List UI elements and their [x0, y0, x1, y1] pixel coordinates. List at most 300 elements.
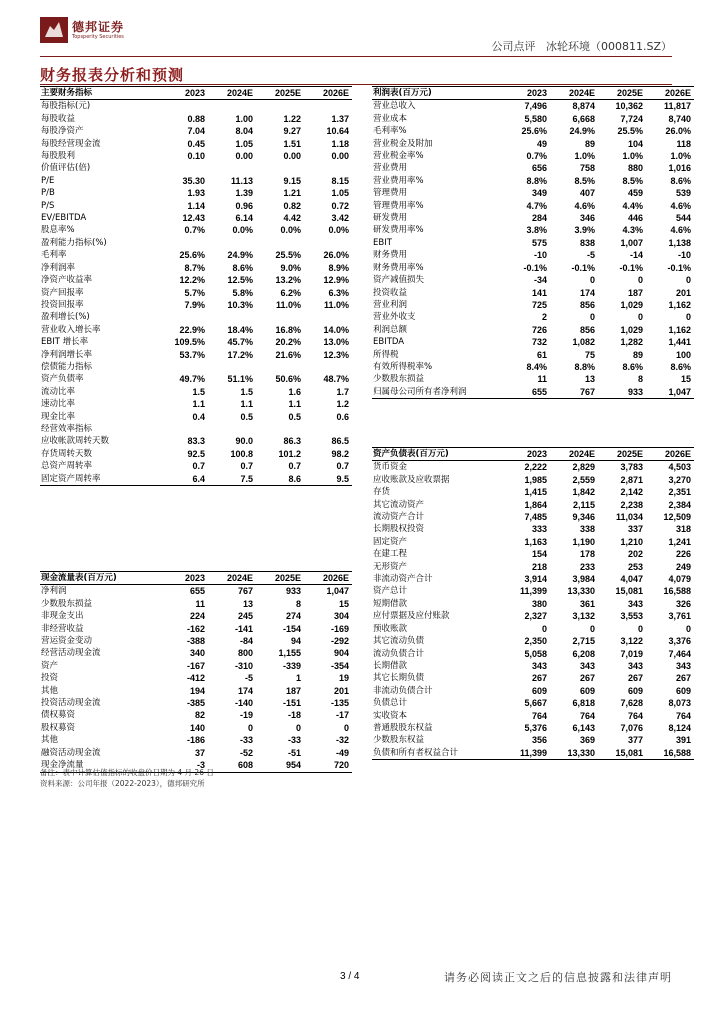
cell-value: 201 [675, 287, 691, 298]
row-label: 营业税金率% [373, 151, 424, 162]
cell-value: 1.1 [240, 399, 253, 410]
cell-value: 933 [598, 386, 646, 399]
cell-value: 1.0% [670, 151, 691, 162]
row-label: 短期借款 [373, 598, 408, 609]
cell-value: 3,132 [572, 611, 595, 622]
cell-value: 856 [579, 299, 595, 310]
cell-value: 4.6% [670, 200, 691, 211]
cell-value: 6.4 [164, 473, 208, 486]
row-label: 其它流动负债 [373, 636, 425, 647]
cell-value: 37 [194, 747, 205, 758]
table-row [372, 623, 694, 635]
year-header: 2023 [506, 87, 550, 100]
table-row [372, 224, 694, 236]
cell-value: -292 [330, 636, 349, 647]
footer-disclaimer: 请务必阅读正文之后的信息披露和法律声明 [444, 971, 672, 984]
cell-value [256, 311, 304, 323]
cell-value: 4.4% [622, 200, 643, 211]
table-row [372, 237, 694, 249]
cell-value: 333 [531, 524, 547, 535]
table-row [372, 150, 694, 162]
row-label: 长期借款 [373, 660, 408, 671]
cell-value: 202 [627, 549, 643, 560]
cell-value: 1.6 [288, 386, 301, 397]
report-type: 公司点评 [491, 40, 536, 53]
cell-value: 90.0 [235, 436, 253, 447]
cell-value: 609 [579, 685, 595, 696]
cell-value: 98.2 [331, 448, 349, 459]
cell-value: 25.6% [179, 250, 205, 261]
table-row [372, 262, 694, 274]
cell-value [304, 162, 352, 174]
cell-value: 609 [531, 685, 547, 696]
table-row [40, 249, 352, 261]
cell-value: -354 [330, 660, 349, 671]
cell-value: 4,047 [620, 574, 643, 585]
cell-value: 1,190 [572, 536, 595, 547]
table-row [40, 460, 352, 472]
cell-value: 11.0% [323, 299, 349, 310]
page-number: 3 / 4 [340, 971, 360, 982]
cell-value: 0.00 [235, 151, 253, 162]
cell-value: 609 [675, 685, 691, 696]
cell-value: 4.7% [526, 200, 547, 211]
cell-value: -49 [335, 747, 349, 758]
cell-value: 3,984 [572, 574, 595, 585]
cell-value: 3,553 [620, 611, 643, 622]
table-row [372, 336, 694, 348]
cell-value: 0 [637, 312, 643, 323]
cell-value: 9.5 [304, 473, 352, 486]
cell-value: 4.6% [670, 225, 691, 236]
cell-value: 0.7 [192, 461, 205, 472]
cell-value: 337 [627, 524, 643, 535]
year-header: 2025E [598, 87, 646, 100]
section-title: 财务报表分析和预测 [40, 66, 185, 84]
cell-value: 118 [676, 138, 691, 149]
table-row [372, 536, 694, 548]
cell-value: -151 [282, 698, 301, 709]
cell-value: 104 [627, 138, 643, 149]
table-row [40, 287, 352, 299]
cell-value: 1,162 [668, 324, 691, 335]
cell-value: 0.72 [331, 200, 349, 211]
cell-value: -51 [287, 747, 301, 758]
table-row [372, 287, 694, 299]
cell-value: 0 [589, 312, 595, 323]
cell-value: -162 [186, 623, 205, 634]
table-row [40, 162, 352, 174]
cell-value: 14.0% [323, 324, 349, 335]
cell-value: 253 [627, 561, 643, 572]
cell-value: 1.93 [187, 188, 205, 199]
table-row [372, 461, 694, 474]
cell-value: 1.1 [192, 399, 205, 410]
cell-value: 764 [675, 710, 691, 721]
cell-value: 26.0% [665, 126, 691, 137]
row-label: 非流动负债合计 [373, 685, 433, 696]
cell-value: 13 [584, 374, 595, 385]
cell-value: 86.3 [283, 436, 301, 447]
row-label: 毛利率% [373, 126, 407, 137]
cell-value: 377 [627, 735, 643, 746]
cell-value [304, 311, 352, 323]
table-row [372, 373, 694, 385]
row-label: 营业费用率% [373, 175, 424, 186]
cell-value: 13.0% [323, 337, 349, 348]
cell-value: -19 [239, 710, 253, 721]
cell-value: 12.43 [182, 213, 205, 224]
row-label: 偿债能力指标 [41, 361, 93, 372]
year-header: 2026E [646, 448, 694, 461]
cell-value: 9.27 [283, 126, 301, 137]
cell-value: 13 [242, 598, 253, 609]
cell-value: 5,376 [524, 722, 547, 733]
year-header: 2026E [304, 572, 352, 585]
cell-value: 726 [531, 324, 547, 335]
cell-value: 904 [333, 648, 349, 659]
cell-value [256, 237, 304, 249]
income-statement-table [372, 86, 694, 399]
cell-value: 75 [584, 349, 595, 360]
cell-value: 11,817 [663, 101, 691, 112]
row-label: 每股经营现金流 [41, 138, 101, 149]
brand-name-en: Topsperity Securities [72, 34, 124, 40]
cell-value: 22.9% [179, 324, 205, 335]
cell-value: -0.1% [667, 262, 691, 273]
cell-value: 0.0% [232, 225, 253, 236]
cell-value: 446 [627, 213, 643, 224]
report-header [491, 38, 672, 54]
cell-value: 11,399 [506, 747, 550, 760]
row-label: 经营效率指标 [41, 423, 93, 434]
cell-value: 4,079 [668, 574, 691, 585]
cell-value: 8,874 [572, 101, 595, 112]
cell-value [164, 237, 208, 249]
cell-value: 7.04 [187, 126, 205, 137]
table-header-row [372, 448, 694, 461]
cell-value: 20.2% [275, 337, 301, 348]
cell-value: 2,871 [620, 474, 643, 485]
cell-value: 2,222 [524, 462, 547, 473]
cell-value: 25.6% [521, 126, 547, 137]
cell-value: 1.37 [331, 113, 349, 124]
row-label: 净资产收益率 [41, 275, 93, 286]
row-label: 实收资本 [373, 710, 408, 721]
row-label: 归属母公司所有者净利润 [372, 386, 506, 399]
table-row [372, 499, 694, 511]
cell-value: 6,668 [572, 113, 595, 124]
row-label: 资产负债率 [41, 374, 84, 385]
row-label: 资产减值损失 [373, 275, 425, 286]
cell-value: 89 [632, 349, 643, 360]
row-label: 其他 [41, 685, 59, 696]
table-row [372, 474, 694, 486]
cell-value [208, 162, 256, 174]
table-row [40, 175, 352, 187]
cell-value: 4.42 [283, 213, 301, 224]
cell-value [304, 237, 352, 249]
cell-value: 880 [627, 163, 643, 174]
row-label: 每股股利 [41, 151, 76, 162]
company-logo [40, 17, 68, 43]
table-header-row [372, 87, 694, 100]
row-label: 营业费用 [373, 163, 408, 174]
cell-value: 655 [506, 386, 550, 399]
cell-value: 12,509 [663, 512, 691, 523]
row-label: 融资活动现金流 [41, 747, 101, 758]
cell-value: 7,464 [668, 648, 691, 659]
cell-value: 0.5 [288, 411, 301, 422]
table-row [40, 697, 352, 709]
cell-value: 7.5 [208, 473, 256, 486]
year-header: 2024E [550, 448, 598, 461]
cell-value: 343 [627, 598, 643, 609]
table-row [40, 448, 352, 460]
row-label: 普通股股东权益 [373, 722, 433, 733]
cell-value: 61 [536, 349, 547, 360]
cell-value: 0.00 [283, 151, 301, 162]
row-label: 营业税金及附加 [373, 138, 433, 149]
table-title: 资产负债表(百万元) [372, 448, 506, 461]
cell-value: 0.0% [280, 225, 301, 236]
cell-value [256, 162, 304, 174]
cell-value: 249 [675, 561, 691, 572]
cell-value: 267 [531, 673, 547, 684]
table-row [372, 349, 694, 361]
cell-value: -5 [244, 673, 253, 684]
cell-value: 8.15 [331, 175, 349, 186]
row-label: 净利润增长率 [41, 349, 93, 360]
cell-value: 16,588 [663, 586, 691, 597]
cell-value: 3.9% [574, 225, 595, 236]
year-header: 2025E [256, 572, 304, 585]
row-label: 总资产周转率 [41, 461, 93, 472]
cell-value: 154 [531, 549, 547, 560]
table-title: 主要财务指标 [40, 87, 164, 100]
cell-value: 45.7% [227, 337, 253, 348]
table-row [372, 747, 694, 760]
cell-value: 1.1 [288, 399, 301, 410]
cell-value: 2,384 [668, 499, 691, 510]
cell-value [164, 423, 208, 435]
cell-value: 2,115 [572, 499, 595, 510]
cell-value: 8.04 [235, 126, 253, 137]
row-label: 所得税 [373, 349, 399, 360]
cell-value: 933 [285, 586, 301, 597]
cell-value: 267 [627, 673, 643, 684]
table-row [372, 710, 694, 722]
table-row [40, 361, 352, 373]
table-row [40, 311, 352, 323]
cell-value: 1.18 [331, 138, 349, 149]
cell-value: 8.6% [670, 361, 691, 372]
cell-value: 361 [579, 598, 595, 609]
cell-value: 11 [195, 598, 205, 609]
row-label: 盈利能力指标(%) [41, 237, 107, 248]
cell-value: 233 [579, 561, 595, 572]
row-label: 长期股权投资 [373, 524, 425, 535]
cell-value [208, 100, 256, 113]
year-header: 2024E [208, 572, 256, 585]
row-label: 负债总计 [373, 698, 408, 709]
cell-value [208, 237, 256, 249]
cell-value [256, 361, 304, 373]
row-label: 经营活动现金流 [41, 648, 101, 659]
cell-value: -33 [239, 735, 253, 746]
cell-value: 0 [589, 275, 595, 286]
cell-value: -141 [234, 623, 253, 634]
row-label: 营业成本 [373, 113, 408, 124]
table-row [372, 324, 694, 336]
row-label: 投资活动现金流 [41, 698, 101, 709]
title-divider [40, 84, 672, 85]
cell-value: 8.6% [622, 361, 643, 372]
row-label: 净利润 [41, 586, 67, 597]
cell-value: 13.2% [275, 275, 301, 286]
table-row [40, 598, 352, 610]
table-row [40, 125, 352, 137]
table-row [372, 573, 694, 585]
cell-value: 1,415 [524, 487, 547, 498]
row-label: 流动比率 [41, 386, 76, 397]
row-label: 研发费用 [373, 213, 408, 224]
cell-value: 0.00 [331, 151, 349, 162]
cell-value: 141 [531, 287, 547, 298]
cell-value: 13,330 [550, 747, 598, 760]
cell-value: 764 [627, 710, 643, 721]
cell-value: 5,667 [524, 698, 547, 709]
table-row [40, 585, 352, 598]
cell-value: 187 [285, 685, 301, 696]
cell-value: 8.5% [574, 175, 595, 186]
row-label: 固定资产 [373, 536, 408, 547]
cell-value: 0 [685, 275, 691, 286]
table-row [372, 100, 694, 113]
year-header: 2026E [304, 87, 352, 100]
cell-value: 1,029 [620, 324, 643, 335]
cell-value: -140 [234, 698, 253, 709]
row-label: P/B [41, 188, 55, 199]
cell-value: 764 [579, 710, 595, 721]
cell-value: 24.9% [569, 126, 595, 137]
table-header-row [40, 87, 352, 100]
cell-value: 86.5 [331, 436, 349, 447]
table-row [372, 212, 694, 224]
row-label: 速动比率 [41, 399, 76, 410]
cell-value: 140 [189, 722, 205, 733]
year-header: 2024E [550, 87, 598, 100]
cell-value: 25.5% [275, 250, 301, 261]
row-label: 管理费用 [373, 188, 408, 199]
cell-value: 1,007 [620, 237, 643, 248]
table-row [372, 125, 694, 137]
table-row [40, 150, 352, 162]
cell-value: -18 [287, 710, 301, 721]
table-row [40, 349, 352, 361]
cell-value: 0.7 [288, 461, 301, 472]
cell-value: 224 [189, 611, 205, 622]
cell-value: 2,350 [524, 636, 547, 647]
row-label: 负债和所有者权益合计 [372, 747, 506, 760]
cell-value: 1.51 [283, 138, 301, 149]
row-label: 其他 [41, 735, 59, 746]
cell-value [208, 361, 256, 373]
table-row [40, 373, 352, 385]
row-label: 营运资金变动 [41, 636, 93, 647]
cell-value: 12.2% [179, 275, 205, 286]
cell-value: 1.5 [192, 386, 205, 397]
row-label: 股权募资 [41, 722, 76, 733]
cell-value: 24.9% [227, 250, 253, 261]
cell-value: 2,238 [620, 499, 643, 510]
cell-value: 1.05 [235, 138, 253, 149]
table-row [372, 175, 694, 187]
cell-value: 0.5 [240, 411, 253, 422]
cell-value: 725 [531, 299, 547, 310]
table-row [40, 473, 352, 486]
cell-value: 18.4% [227, 324, 253, 335]
table-row [372, 361, 694, 373]
cell-value: 6.14 [235, 213, 253, 224]
cell-value: 0.6 [336, 411, 349, 422]
table-row [40, 113, 352, 125]
year-header: 2023 [506, 448, 550, 461]
cell-value: 89 [584, 138, 595, 149]
table-row [40, 722, 352, 734]
cell-value: 1,016 [668, 163, 691, 174]
cell-value: 7,019 [620, 648, 643, 659]
table-row [372, 585, 694, 597]
row-label: EBIT 增长率 [41, 337, 89, 348]
row-label: 营业总收入 [373, 101, 416, 112]
table-row [372, 635, 694, 647]
key-financial-indicators-table [40, 86, 352, 486]
cell-value: 94 [290, 636, 301, 647]
cell-value: 2,327 [524, 611, 547, 622]
table-row [40, 411, 352, 423]
cell-value: 8.9% [328, 262, 349, 273]
cell-value: 346 [579, 213, 595, 224]
cell-value: 1,047 [326, 586, 349, 597]
row-label: 少数股东损益 [41, 598, 93, 609]
cell-value: 245 [237, 611, 253, 622]
cell-value: 9.15 [283, 175, 301, 186]
cell-value: 1,985 [524, 474, 547, 485]
cell-value: -385 [186, 698, 205, 709]
table-row [40, 212, 352, 224]
cell-value: 6,818 [572, 698, 595, 709]
cell-value: -34 [533, 275, 547, 286]
cell-value: 15,081 [615, 586, 643, 597]
cell-value: 3,376 [668, 636, 691, 647]
cell-value: 407 [579, 188, 595, 199]
cell-value: -167 [186, 660, 205, 671]
cell-value: 1,047 [646, 386, 694, 399]
cell-value: 655 [189, 586, 205, 597]
cell-value: 8.8% [574, 361, 595, 372]
cell-value: 380 [531, 598, 547, 609]
cell-value: 13,330 [567, 586, 595, 597]
cell-value: 720 [304, 759, 352, 772]
row-label: 现金比率 [41, 411, 76, 422]
cell-value: 9.0% [280, 262, 301, 273]
table-row [372, 274, 694, 286]
table-notes [40, 767, 214, 789]
cell-value: 5.8% [232, 287, 253, 298]
row-label: 每股指标(元) [41, 101, 91, 112]
table-row [40, 336, 352, 348]
